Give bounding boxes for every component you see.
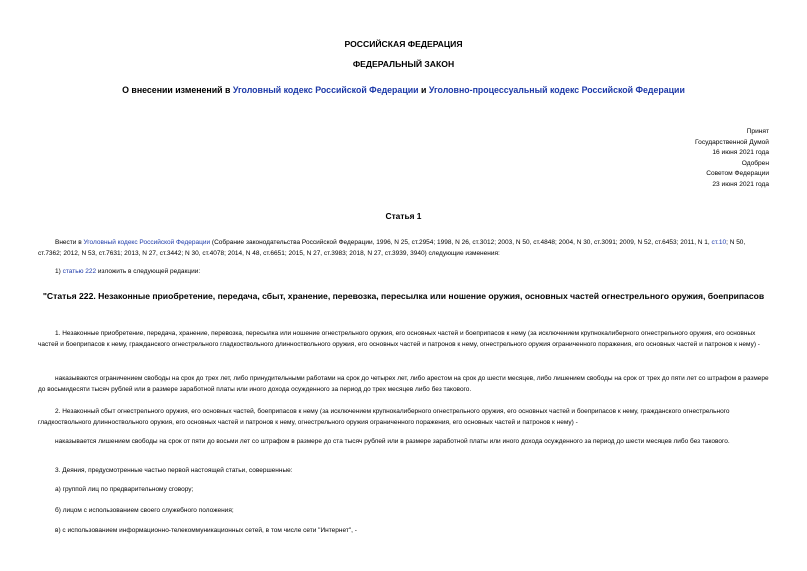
approved-by: Советом Федерации: [706, 170, 769, 178]
approved-date: 23 июня 2021 года: [712, 180, 769, 188]
article-1-heading: Статья 1: [385, 211, 422, 221]
item-1-prefix: 1): [55, 268, 63, 275]
article-222-part-2-penalty: наказывается лишением свободы на срок от пяти до восьми лет со штрафом в размере до ста тысяч рублей или в размере заработной платы или иного дохода осужденного за период до шести месяцев либо без такового.: [55, 438, 730, 445]
intro-criminal-code-link[interactable]: Уголовный кодекс Российской Федерации: [83, 239, 211, 246]
article-222-part-3-b: б) лицом с использованием своего служебного положения;: [55, 507, 234, 514]
article-222-part-3-a: а) группой лиц по предварительному сговору;: [55, 486, 194, 493]
article-1-intro: [38, 237, 769, 260]
item-1: [38, 266, 769, 277]
intro-suffix: ; N 50, ст.7362; 2012, N 53, ст.7631; 2013, N 27, ст.3442; N 30, ст.4078; 2014, N 48, ст.6651; 2015, N 27, ст.3983; 2018, N 27, ст.3939, 3940) следующие изменения:: [38, 239, 746, 258]
criminal-procedure-code-link[interactable]: Уголовно-процессуальный кодекс Российской Федерации: [428, 85, 685, 95]
article-222-part-1: 1. Незаконные приобретение, передача, хранение, перевозка, пересылка или ношение огнестрельного оружия, его основных частей и боеприпасов к нему (за исключением крупнокалиберного огнестрельного оружия, его основных частей и боеприпасов к нему, гражданского огнестрельного гладкоствольного длинноствольного оружия, его основных частей и патронов к нему, огнестрельного оружия ограниченного поражения, его основных частей и патронов к нему) -: [38, 330, 760, 349]
criminal-code-link[interactable]: Уголовный кодекс Российской Федерации: [232, 85, 419, 95]
law-title: [0, 85, 807, 95]
intro-article-10-link[interactable]: ст.10: [711, 239, 727, 246]
adoption-info: [695, 127, 769, 191]
law-type-heading: ФЕДЕРАЛЬНЫЙ ЗАКОН: [352, 59, 455, 69]
adopted-label: Принят: [746, 128, 769, 135]
article-222-part-1-penalty: наказываются ограничением свободы на срок до трех лет, либо принудительными работами на срок до четырех лет, либо арестом на срок до шести месяцев, либо лишением свободы на срок от трех до пяти лет со штрафом в размере до восьмидесяти тысяч рублей или в размере заработной платы или иного дохода осужденного за период до трех месяцев либо без такового.: [38, 375, 769, 394]
intro-mid: (Собрание законодательства Российской Федерации, 1996, N 25, ст.2954; 1998, N 26, ст.3012; 2003, N 50, ст.4848; 2004, N 30, ст.3091; 2009, N 52, ст.6453; 2011, N 1,: [210, 239, 712, 246]
article-222-part-2: 2. Незаконный сбыт огнестрельного оружия, его основных частей, боеприпасов к нему (за исключением крупнокалиберного огнестрельного оружия, его основных частей и боеприпасов к нему, гражданского огнестрельного гладкоствольного длинноствольного оружия, его основных частей и патронов к нему, огнестрельного оружия ограниченного поражения, его основных частей и патронов к нему) -: [38, 408, 730, 427]
approved-label: Одобрен: [741, 159, 769, 167]
article-222-part-3: 3. Деяния, предусмотренные частью первой настоящей статьи, совершенные:: [55, 467, 293, 474]
article-222-part-3-c: в) с использованием информационно-телекоммуникационных сетей, в том числе сети "Интернет", -: [55, 527, 357, 534]
adopted-by: Государственной Думой: [695, 138, 769, 146]
law-title-prefix: О внесении изменений в: [122, 85, 233, 95]
country-heading: РОССИЙСКАЯ ФЕДЕРАЦИЯ: [344, 39, 463, 49]
law-title-mid: и: [418, 85, 429, 95]
intro-prefix: Внести в: [55, 239, 84, 246]
article-222-link[interactable]: статью 222: [62, 268, 97, 275]
article-222-title: "Статья 222. Незаконные приобретение, передача, сбыт, хранение, перевозка, пересылка или ношение оружия, основных частей огнестрельного оружия, боеприпасов: [42, 291, 765, 301]
adopted-date: 16 июня 2021 года: [712, 149, 769, 157]
item-1-suffix: изложить в следующей редакции:: [96, 268, 201, 275]
